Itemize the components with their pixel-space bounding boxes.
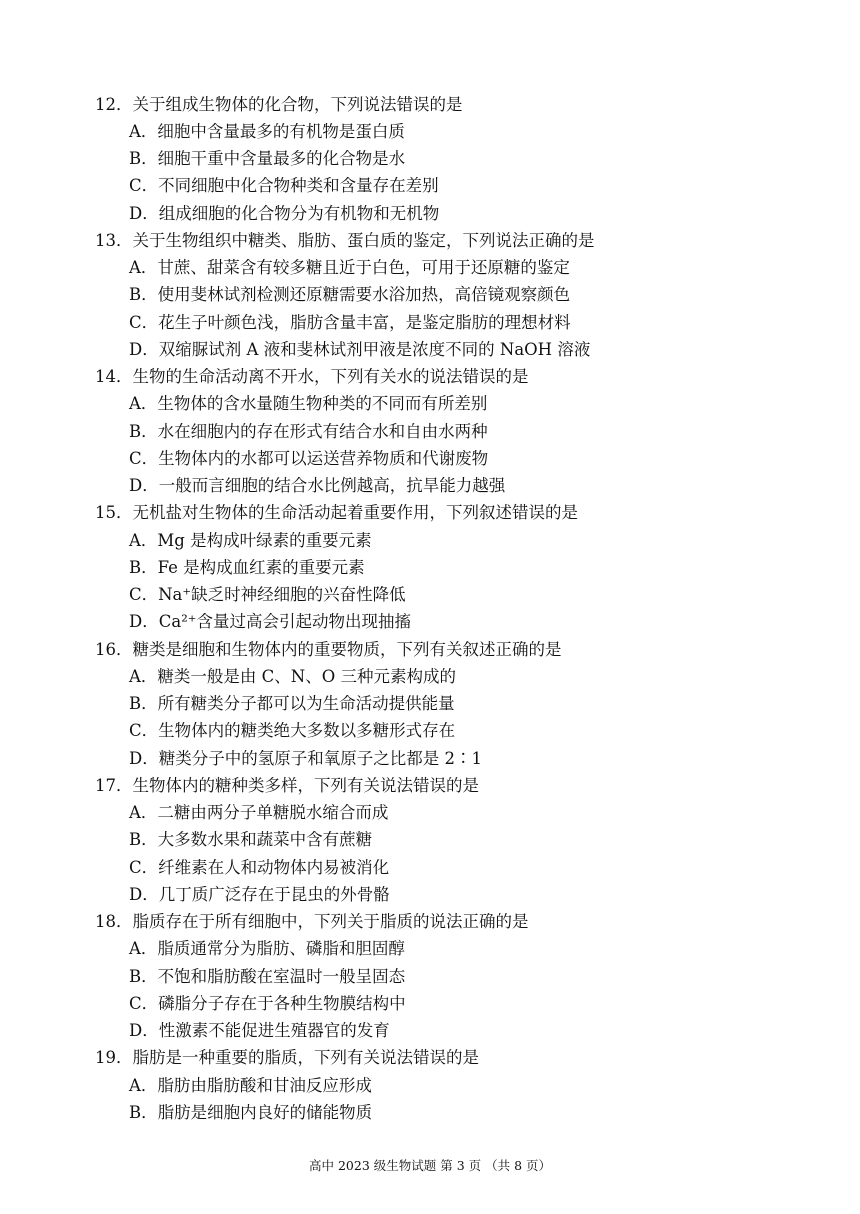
- question-option: C．生物体内的水都可以运送营养物质和代谢废物: [129, 449, 489, 468]
- question-option: B．不饱和脂肪酸在室温时一般呈固态: [129, 967, 406, 986]
- question-option: B．大多数水果和蔬菜中含有蔗糖: [129, 830, 373, 849]
- question-option: B．脂肪是细胞内良好的储能物质: [129, 1103, 373, 1122]
- question-option: B．所有糖类分子都可以为生命活动提供能量: [129, 694, 455, 713]
- question-option: D．一般而言细胞的结合水比例越高，抗旱能力越强: [129, 476, 506, 495]
- question-option: A．细胞中含量最多的有机物是蛋白质: [129, 122, 405, 141]
- question-option: B．Fe 是构成血红素的重要元素: [129, 558, 365, 577]
- question-option: B．使用斐林试剂检测还原糖需要水浴加热，高倍镜观察颜色: [129, 285, 571, 304]
- question-option: D．糖类分子中的氢原子和氧原子之比都是 2∶1: [129, 749, 482, 768]
- question-stem: 15．无机盐对生物体的生命活动起着重要作用，下列叙述错误的是: [95, 503, 578, 522]
- question-stem: 12．关于组成生物体的化合物，下列说法错误的是: [95, 95, 463, 114]
- question-option: A．Mg 是构成叶绿素的重要元素: [129, 531, 372, 550]
- question-option: A．脂质通常分为脂肪、磷脂和胆固醇: [129, 939, 405, 958]
- question-option: D．Ca²⁺含量过高会引起动物出现抽搐: [129, 612, 412, 631]
- question-option: A．二糖由两分子单糖脱水缩合而成: [129, 803, 389, 822]
- question-stem: 18．脂质存在于所有细胞中，下列关于脂质的说法正确的是: [95, 912, 529, 931]
- question-option: A．脂肪由脂肪酸和甘油反应形成: [129, 1076, 372, 1095]
- question-option: C．生物体内的糖类绝大多数以多糖形式存在: [129, 721, 456, 740]
- question-option: D．性激素不能促进生殖器官的发育: [129, 1021, 390, 1040]
- question-option: C．Na⁺缺乏时神经细胞的兴奋性降低: [129, 585, 406, 604]
- question-stem: 17．生物体内的糖种类多样，下列有关说法错误的是: [95, 776, 479, 795]
- question-stem: 19．脂肪是一种重要的脂质，下列有关说法错误的是: [95, 1048, 479, 1067]
- question-stem: 14．生物的生命活动离不开水，下列有关水的说法错误的是: [95, 367, 529, 386]
- question-option: D．双缩脲试剂 A 液和斐林试剂甲液是浓度不同的 NaOH 溶液: [129, 340, 591, 359]
- question-option: D．组成细胞的化合物分为有机物和无机物: [129, 204, 440, 223]
- question-option: A．糖类一般是由 C、N、O 三种元素构成的: [129, 667, 456, 686]
- question-stem: 13．关于生物组织中糖类、脂肪、蛋白质的鉴定，下列说法正确的是: [95, 231, 595, 250]
- question-stem: 16．糖类是细胞和生物体内的重要物质，下列有关叙述正确的是: [95, 640, 562, 659]
- question-option: C．不同细胞中化合物种类和含量存在差别: [129, 176, 439, 195]
- question-option: C．磷脂分子存在于各种生物膜结构中: [129, 994, 406, 1013]
- question-option: B．细胞干重中含量最多的化合物是水: [129, 149, 406, 168]
- question-option: B．水在细胞内的存在形式有结合水和自由水两种: [129, 422, 488, 441]
- question-option: C．花生子叶颜色浅，脂肪含量丰富，是鉴定脂肪的理想材料: [129, 313, 571, 332]
- question-option: C．纤维素在人和动物体内易被消化: [129, 858, 390, 877]
- page-footer: 高中 2023 级生物试题 第 3 页 （共 8 页）: [308, 1158, 551, 1173]
- question-option: D．几丁质广泛存在于昆虫的外骨骼: [129, 885, 390, 904]
- question-option: A．生物体的含水量随生物种类的不同而有所差别: [129, 394, 488, 413]
- question-option: A．甘蔗、甜菜含有较多糖且近于白色，可用于还原糖的鉴定: [129, 258, 570, 277]
